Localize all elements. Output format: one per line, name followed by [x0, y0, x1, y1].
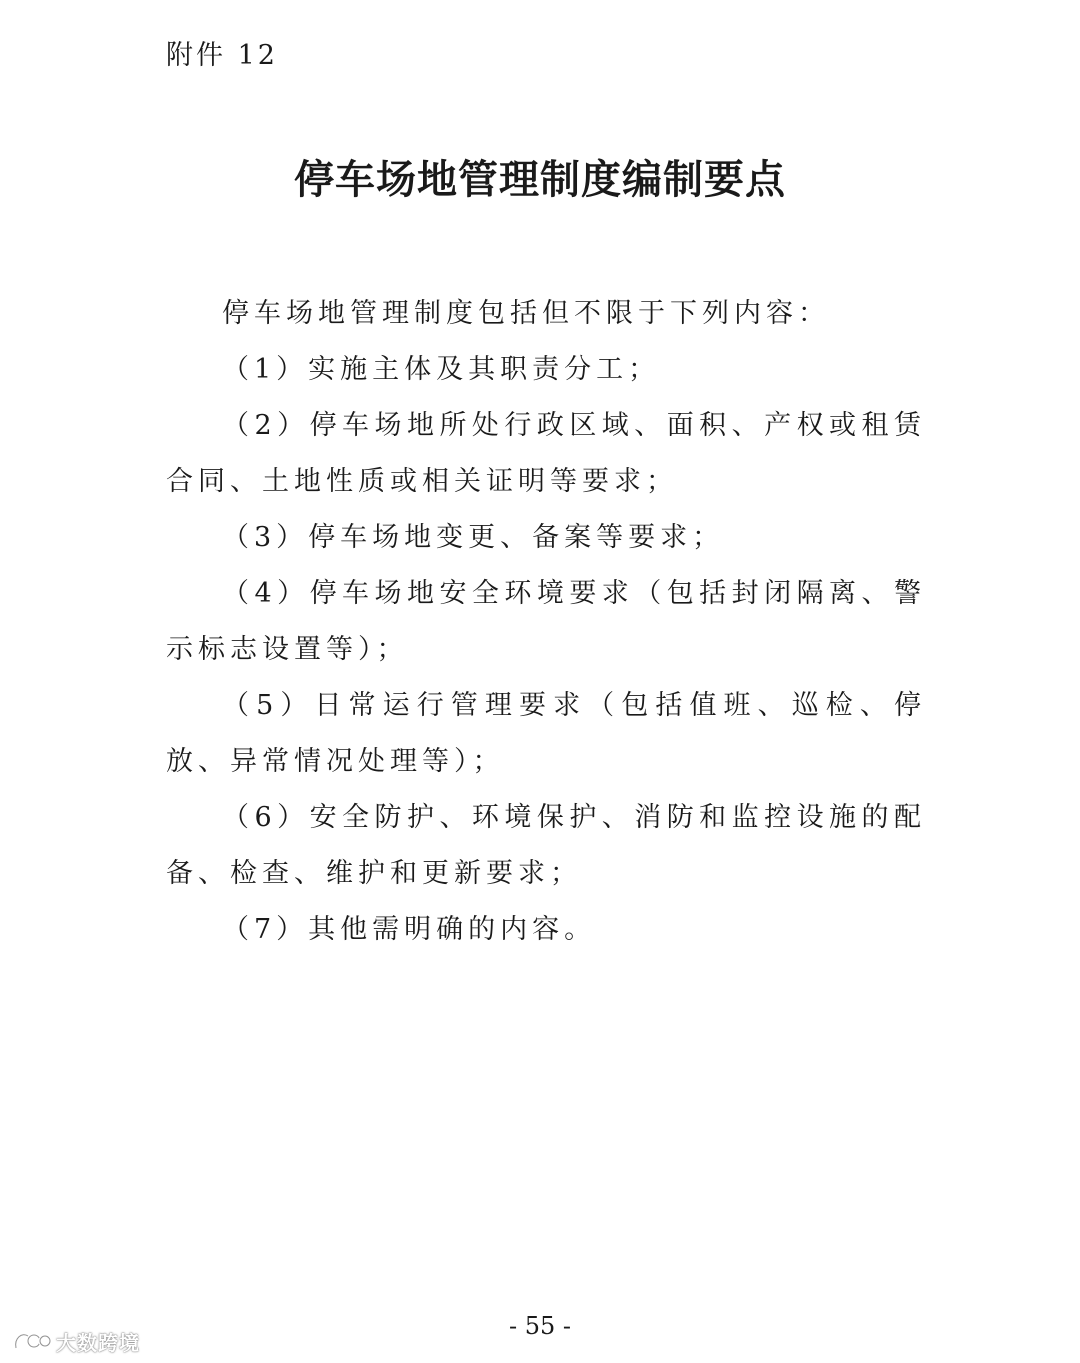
list-item: （5）日常运行管理要求（包括值班、巡检、停放、异常情况处理等）； [166, 690, 926, 777]
list-item: （3）停车场地变更、备案等要求； [222, 522, 725, 553]
list-item: （1）实施主体及其职责分工； [222, 354, 661, 385]
page-number: - 55 - [508, 1312, 571, 1340]
document-title: 停车场地管理制度编制要点 [294, 156, 786, 203]
list-item: （7）其他需明确的内容。 [222, 914, 597, 945]
watermark [12, 1326, 140, 1356]
watermark-text: 大数跨境 [56, 1330, 140, 1355]
list-item: （2）停车场地所处行政区域、面积、产权或租赁合同、土地性质或相关证明等要求； [166, 410, 926, 497]
list-item: （4）停车场地安全环境要求（包括封闭隔离、警示标志设置等）； [166, 578, 926, 665]
intro-paragraph: 停车场地管理制度包括但不限于下列内容： [222, 298, 830, 329]
document-body [166, 286, 926, 958]
brand-logo-icon [12, 1328, 52, 1354]
attachment-label: 附件 12 [166, 40, 278, 71]
list-item: （6）安全防护、环境保护、消防和监控设施的配备、检查、维护和更新要求； [166, 802, 926, 889]
